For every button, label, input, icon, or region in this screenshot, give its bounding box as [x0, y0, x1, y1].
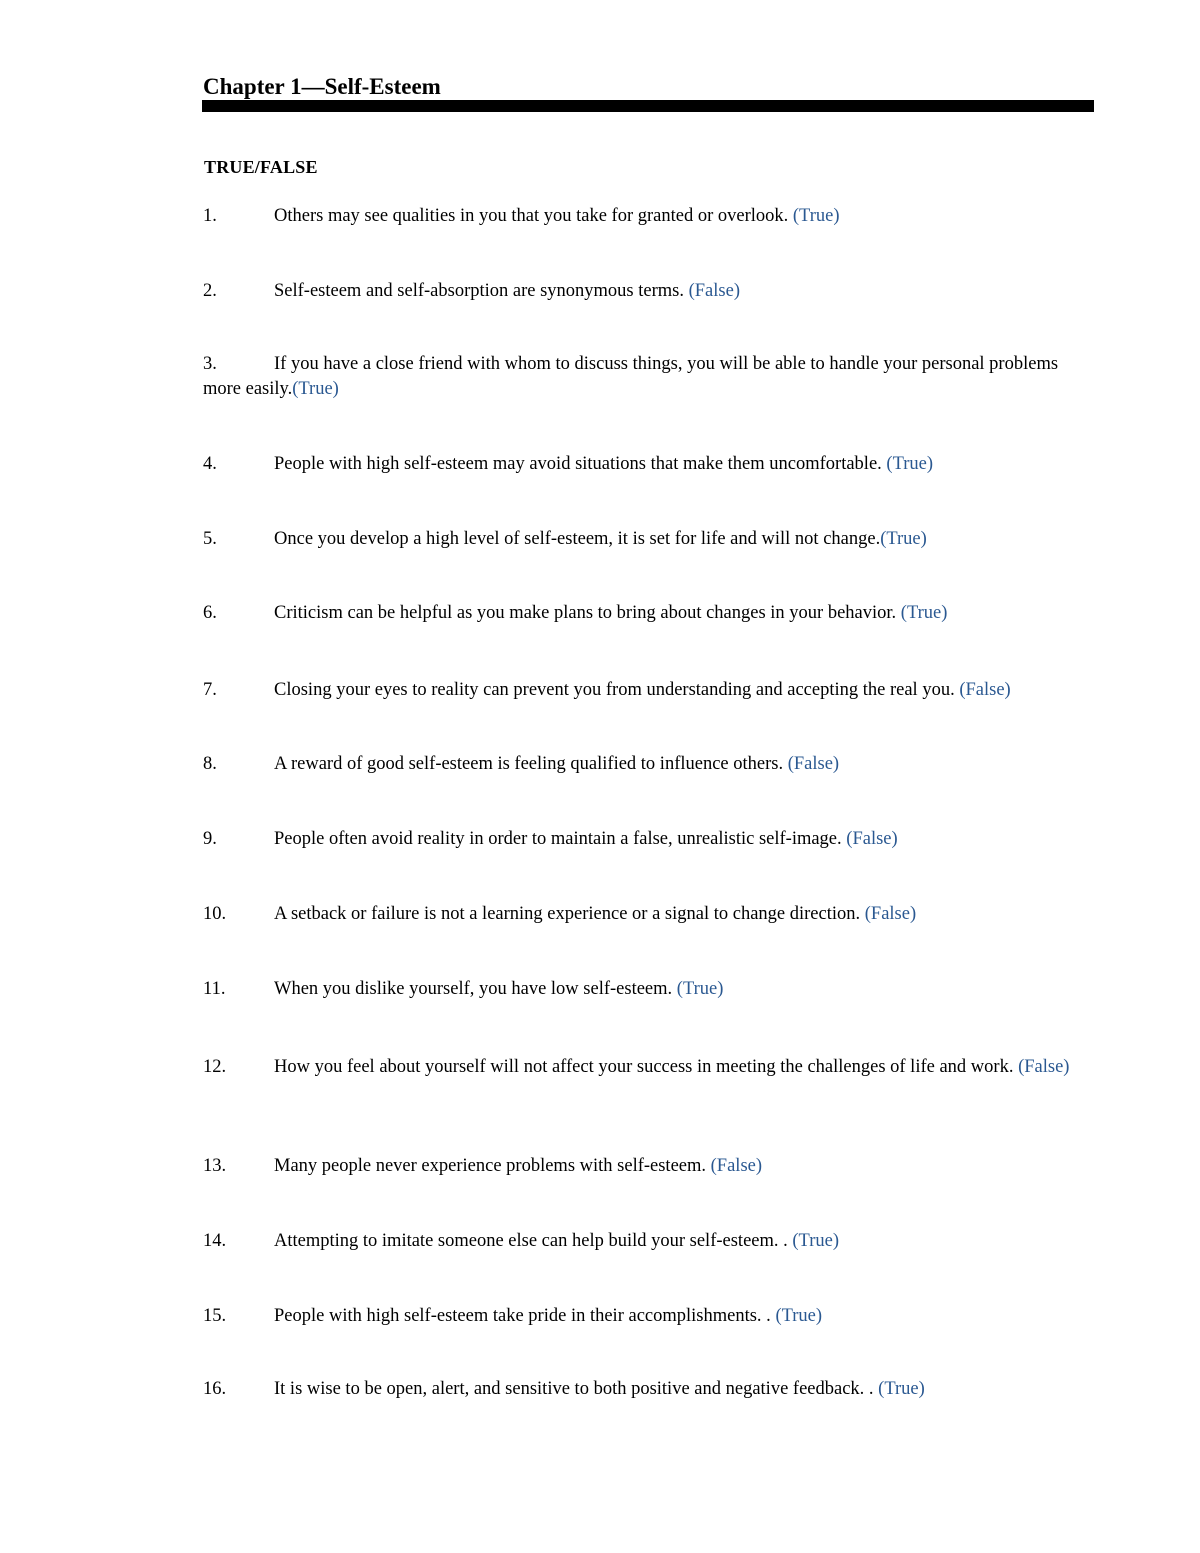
- question-text: People with high self-esteem take pride in their accomplishments. .: [274, 1306, 776, 1326]
- question-number: 8.: [203, 754, 217, 774]
- question-text: How you feel about yourself will not affect your success in meeting the challenges of life and work.: [274, 1057, 1019, 1077]
- question-item: [203, 902, 1093, 927]
- answer-label: (False): [846, 829, 898, 849]
- question-item: [203, 204, 1093, 229]
- question-text: Many people never experience problems with self-esteem.: [274, 1156, 711, 1176]
- question-item: [203, 1229, 1093, 1254]
- question-text: When you dislike yourself, you have low self-esteem.: [274, 979, 677, 999]
- question-text: Closing your eyes to reality can prevent you from understanding and accepting the real you.: [274, 680, 960, 700]
- question-number: 11.: [203, 979, 226, 999]
- question-number: 15.: [203, 1306, 227, 1326]
- answer-label: (True): [900, 603, 948, 623]
- question-item: [203, 279, 1093, 304]
- question-text: A setback or failure is not a learning experience or a signal to change direction.: [274, 904, 865, 924]
- question-item: [203, 601, 1093, 626]
- question-text: Criticism can be helpful as you make plans to bring about changes in your behavior.: [274, 603, 901, 623]
- answer-label: (True): [878, 1379, 925, 1399]
- answer-label: (False): [710, 1156, 763, 1176]
- answer-label: (True): [676, 979, 724, 999]
- question-number: 2.: [203, 281, 217, 301]
- question-number: 13.: [203, 1156, 227, 1176]
- answer-label: (False): [787, 754, 840, 774]
- question-number: 16.: [203, 1379, 227, 1399]
- question-text: If you have a close friend with whom to discuss things, you will be able to handle your personal problems more easily.: [203, 354, 1059, 399]
- answer-label: (False): [864, 904, 917, 924]
- question-text: Attempting to imitate someone else can help build your self-esteem. .: [274, 1231, 793, 1251]
- chapter-title: Chapter 1—Self-Esteem: [203, 74, 441, 99]
- question-number: 5.: [203, 529, 217, 549]
- answer-label: (False): [1018, 1057, 1070, 1077]
- answer-label: (True): [886, 454, 933, 474]
- question-number: 10.: [203, 904, 227, 924]
- question-number: 1.: [203, 206, 217, 226]
- question-item: [203, 1154, 1093, 1179]
- question-number: 14.: [203, 1231, 227, 1251]
- question-item: [203, 452, 1093, 477]
- question-item: [203, 678, 1093, 703]
- question-number: 12.: [203, 1057, 227, 1077]
- question-text: Once you develop a high level of self-esteem, it is set for life and will not change.: [274, 529, 881, 549]
- answer-label: (True): [792, 206, 840, 226]
- question-item: [203, 1304, 1093, 1329]
- question-text: It is wise to be open, alert, and sensitive to both positive and negative feedback. .: [274, 1379, 879, 1399]
- question-item: [203, 827, 1093, 852]
- question-number: 3.: [203, 354, 217, 374]
- question-item: [203, 527, 1093, 552]
- question-text: Others may see qualities in you that you take for granted or overlook.: [274, 206, 793, 226]
- question-number: 4.: [203, 454, 217, 474]
- answer-label: (False): [959, 680, 1011, 700]
- question-item: [203, 1055, 1093, 1080]
- answer-label: (True): [792, 1231, 839, 1251]
- section-heading: TRUE/FALSE: [204, 157, 318, 177]
- question-text: Self-esteem and self-absorption are synonymous terms.: [274, 281, 689, 301]
- title-rule: [202, 100, 1094, 112]
- question-text: People often avoid reality in order to maintain a false, unrealistic self-image.: [274, 829, 847, 849]
- question-number: 9.: [203, 829, 217, 849]
- question-number: 7.: [203, 680, 217, 700]
- answer-label: (True): [292, 378, 339, 399]
- question-item: [203, 977, 1093, 1002]
- answer-label: (True): [775, 1306, 823, 1326]
- question-text: People with high self-esteem may avoid situations that make them uncomfortable.: [274, 454, 887, 474]
- question-item: [203, 352, 1093, 401]
- question-item: [203, 1377, 1093, 1402]
- answer-label: (True): [880, 529, 927, 549]
- answer-label: (False): [688, 281, 740, 301]
- question-number: 6.: [203, 603, 217, 623]
- question-text: A reward of good self-esteem is feeling qualified to influence others.: [274, 754, 788, 774]
- question-item: [203, 752, 1093, 777]
